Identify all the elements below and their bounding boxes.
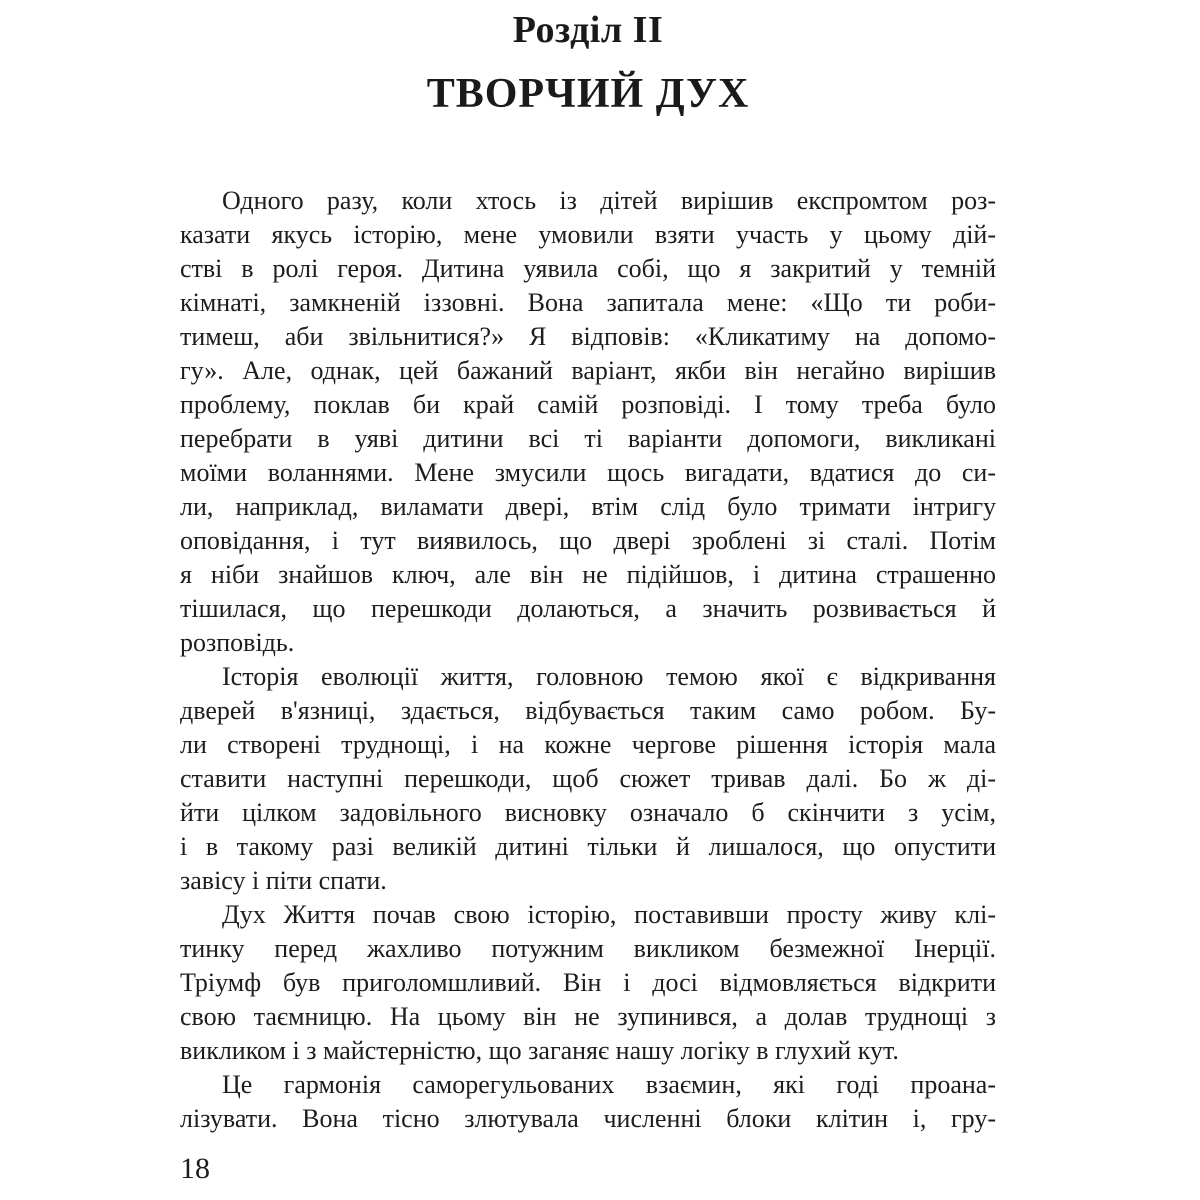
text-line: і в такому разі великій дитині тільки й лишалося, що опустити	[180, 832, 996, 861]
text-line: Дух Життя почав свою історію, поставивши просту живу клі-	[222, 900, 996, 929]
text-line: я ніби знайшов ключ, але він не підійшов, і дитина страшенно	[180, 560, 996, 589]
text-line: Це гармонія саморегульованих взаємин, які годі проана-	[222, 1070, 996, 1099]
text-line: тимеш, аби звільнитися?» Я відповів: «Кликатиму на допомо-	[180, 322, 996, 351]
chapter-label: Розділ II	[512, 9, 664, 51]
text-line: йти цілком задовільного висновку означало б скінчити з усім,	[180, 798, 996, 827]
text-line: тинку перед жахливо потужним викликом безмежної Інерції.	[180, 934, 996, 963]
text-line: перебрати в уяві дитини всі ті варіанти допомоги, викликані	[180, 424, 996, 453]
paragraph	[180, 1068, 996, 1136]
text-line: ли, наприклад, виламати двері, втім слід було тримати інтригу	[180, 492, 996, 521]
text-line: моїми воланнями. Мене змусили щось вигадати, вдатися до си-	[180, 458, 996, 487]
page-number: 18	[180, 1152, 210, 1185]
text-line: викликом і з майстерністю, що заганяє нашу логіку в глухий кут.	[180, 1036, 899, 1065]
text-line: ставити наступні перешкоди, щоб сюжет тривав далі. Бо ж ді-	[180, 764, 996, 793]
paragraph	[180, 898, 996, 1068]
paragraph	[180, 660, 996, 898]
text-line: Історія еволюції життя, головною темою якої є відкривання	[222, 662, 996, 691]
text-line: свою таємницю. На цьому він не зупинився, а долав труднощі з	[180, 1002, 996, 1031]
text-line: розповідь.	[180, 628, 295, 657]
text-line: оповідання, і тут виявилось, що двері зроблені зі сталі. Потім	[180, 526, 996, 555]
text-line: Тріумф був приголомшливий. Він і досі відмовляється відкрити	[180, 968, 996, 997]
body-text	[180, 184, 996, 1136]
text-line: кімнаті, замкненій іззовні. Вона запитала мене: «Що ти роби-	[180, 288, 996, 317]
text-line: тішилася, що перешкоди долаються, а значить розвивається й	[180, 594, 996, 623]
paragraph	[180, 184, 996, 660]
text-line: стві в ролі героя. Дитина уявила собі, що я закритий у темній	[180, 254, 996, 283]
chapter-title: ТВОРЧИЙ ДУХ	[426, 71, 750, 117]
text-line: Одного разу, коли хтось із дітей вирішив експромтом роз-	[222, 186, 996, 215]
text-line: завісу і піти спати.	[180, 866, 387, 895]
text-line: дверей в'язниці, здається, відбувається таким само робом. Бу-	[180, 696, 996, 725]
text-line: гу». Але, однак, цей бажаний варіант, якби він негайно вирішив	[180, 356, 996, 385]
text-line: ли створені труднощі, і на кожне чергове рішення історія мала	[180, 730, 996, 759]
text-line: казати якусь історію, мене умовили взяти участь у цьому дій-	[180, 220, 996, 249]
text-line: проблему, поклав би край самій розповіді. І тому треба було	[180, 390, 996, 419]
text-line: лізувати. Вона тісно злютувала численні блоки клітин і, гру-	[180, 1104, 996, 1133]
